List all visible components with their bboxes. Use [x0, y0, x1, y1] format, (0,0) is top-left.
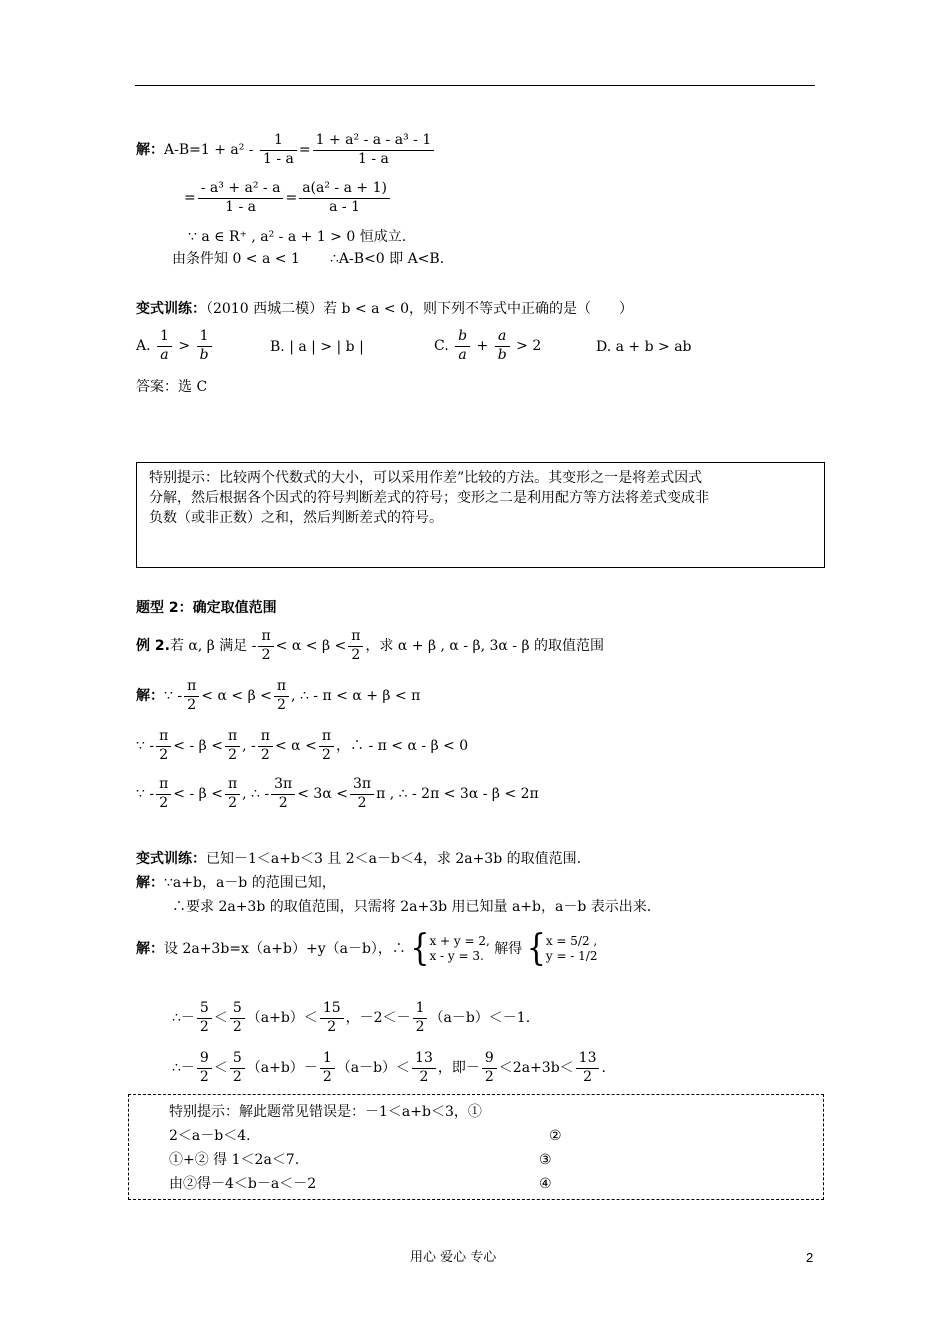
option-c: C. $\frac{b}{a}$ + $\frac{a}{b}$ > 2 [434, 328, 542, 363]
answer: 答案：选 C [136, 379, 208, 395]
example2: 例 2.若 α, β 满足 - $\frac{\pi}{2}$ < α < β < $\frac{\pi}{2}$ ，求 α + β , α - β, 3α - β 的取值范围 [136, 628, 605, 663]
footer-center: 用心 爱心 专心 [410, 1250, 497, 1265]
option-a: A. $\frac{1}{a}$ > $\frac{1}{b}$ [136, 328, 214, 364]
solution1-line3: ∵ a ∈ R⁺ , a² - a + 1 > 0 恒成立. [188, 229, 407, 245]
option-b: B. | a | > | b | [270, 339, 364, 355]
variant2-sol2: ∴要求 2a+3b 的取值范围，只需将 2a+3b 用已知量 a+b，a－b 表示出来. [172, 899, 652, 915]
fraction: $\frac{\text{1 + a² - a - a³ - 1}}{1 - a}$ [313, 132, 435, 168]
fraction: $\frac{\text{a(a² - a + 1)}}{a - 1}$ [299, 180, 390, 216]
solution-label: 解： [136, 142, 164, 158]
solution1-line4-right: ∴A-B<0 即 A<B. [330, 251, 445, 267]
option-d: D. a + b > ab [596, 339, 692, 355]
solution2-line3: ∵ - $\frac{\pi}{2}$ < - β < $\frac{\pi}{2}$ , ∴ - $\frac{3\pi}{2}$ < 3α < $\frac{3\pi}{2}$ π , ∴ - 2π < 3α - β < 2π [136, 776, 539, 811]
variant1-question: 变式训练：（2010 西城二模）若 b < a < 0，则下列不等式中正确的是（ ） [136, 301, 634, 317]
tip-box-dashed: 特别提示：解此题常见错误是：－1＜a+b＜3，① 2＜a－b＜4. ② ①+② 得 1＜2a＜7. ③ 由②得－4＜b－a＜－2 ④ [128, 1094, 824, 1200]
section-title: 题型 2：确定取值范围 [136, 600, 277, 616]
variant2-question: 变式训练：已知－1＜a+b＜3 且 2＜a－b＜4，求 2a+3b 的取值范围. [136, 851, 582, 867]
solution2-line2: ∵ - $\frac{\pi}{2}$ < - β < $\frac{\pi}{2}$ , - $\frac{\pi}{2}$ < α < $\frac{\pi}{2}$ ，∴ - π < α - β < 0 [136, 728, 469, 763]
solution3-range2: ∴－ $\frac{9}{2}$ ＜ $\frac{5}{2}$ （a+b）－ $\frac{1}{2}$ （a－b）＜ $\frac{13}{2}$ ，即－ $\frac{9}{2}$ ＜2a+3b＜ $\frac{13}{2}$ . [172, 1050, 606, 1085]
solution1-line2: = $\frac{\text{- a³ + a² - a}}{1 - a}$ = $\frac{\text{a(a² - a + 1)}}{a - 1}$ [184, 180, 392, 216]
solution3-range1: ∴－ $\frac{5}{2}$ ＜ $\frac{5}{2}$ （a+b）＜ $\frac{15}{2}$ ，－2＜－ $\frac{1}{2}$ （a－b）＜－1. [172, 1000, 531, 1035]
solution1-line1: 解：A-B=1 + a² - $\frac{1}{1 - a}$ = $\frac{\text{1 + a² - a - a³ - 1}}{1 - a}$ [136, 132, 436, 168]
page-number: 2 [806, 1250, 814, 1265]
solution1-line4-left: 由条件知 0 < a < 1 [172, 251, 300, 267]
fraction: $\frac{1}{1 - a}$ [260, 132, 297, 168]
variant2-sol1: 解：∵a+b，a－b 的范围已知， [136, 875, 336, 891]
fraction: $\frac{\text{- a³ + a² - a}}{1 - a}$ [198, 180, 284, 216]
tip-box: 特别提示：比较两个代数式的大小，可以采用作差”比较的方法。其变形之一是将差式因式 分解，然后根据各个因式的符号判断差式的符号；变形之二是利用配方等方法将差式变成非 负数（或非正数）之和，然后判断差式的符号。 [136, 462, 825, 568]
solution2-line1: 解：∵ - $\frac{\pi}{2}$ < α < β < $\frac{\pi}{2}$ , ∴ - π < α + β < π [136, 678, 421, 713]
header-rule [135, 85, 815, 86]
solution3-setup: 解：设 2a+3b=x（a+b）+y（a－b），∴ {x + y = 2, x - y = 3. 解得 {x = 5/2 , y = - 1/2 [136, 927, 598, 970]
